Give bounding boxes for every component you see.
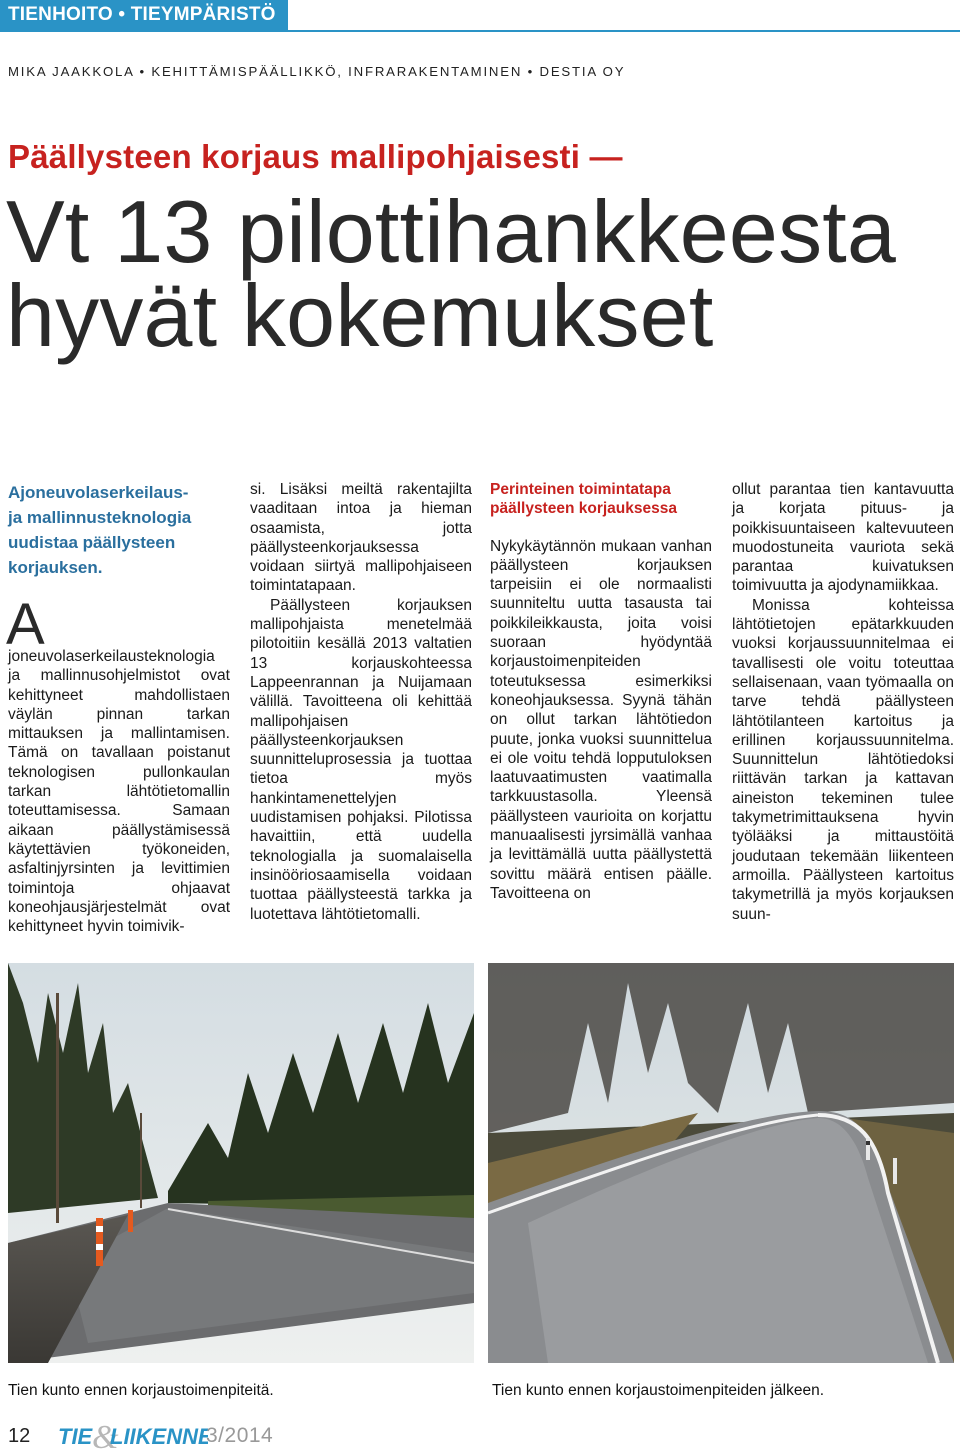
body-paragraph — [6, 592, 230, 936]
body-paragraph: Päällysteen korjauksen mallipohjaista menetelmää pilotoitiin kesällä 2013 valtatien 13 korjauskohteessa Lappeenrannan ja Nuijamaan välillä. Tavoitteena oli kehittää mallipohjaisen päällysteenkorjauksen suunnitteluprosessia ja tuottaa tietoa myös hankintamenettelyjen uudistamisen pohjaksi. Pilotissa havaittiin, että uudella teknologialla ja suomalaisella insinööriosaamisella voidaan tuottaa päällysteestä tarkka ja luotettava lähtötietomalli. — [250, 596, 472, 923]
article-kicker: Päällysteen korjaus mallipohjaisesti — — [8, 138, 623, 175]
column-4 — [732, 480, 954, 924]
photo-caption-before: Tien kunto ennen korjaustoimenpiteitä. — [8, 1382, 274, 1399]
body-paragraph: Monissa kohteissa lähtötietojen epätarkkuuden vuoksi korjaussuunnitelmaa ei tavallisesti ole voitu toteuttaa sellaisenaan, vaan työmaalla on tarve tehdä päällysteen lähtötilanteen kartoitus ja erillinen korjaussuunnitelma. Suunnittelun lähtötiedoksi riittävän tarkan ja kattavan aineiston tekeminen tulee takymetrimittauksena hyvin työlääksi ja mittaustöitä joudutaan tekemään liikenteen armoilla. Päällysteen kartoitus takymetrillä ja myös korjauksen suun- — [732, 596, 954, 923]
lead-line-4: korjauksen. — [8, 558, 103, 577]
column-2 — [250, 480, 472, 924]
photo-road-after — [488, 963, 954, 1363]
issue-number: 3/2014 — [206, 1424, 274, 1447]
lead-line-2: ja mallinnusteknologia — [8, 508, 192, 527]
page-footer — [0, 1418, 960, 1452]
subheading-line-1: Perinteinen toimintatapa — [490, 481, 671, 498]
article-title — [6, 182, 946, 365]
section-tag: TIENHOITO • TIEYMPÄRISTÖ — [0, 0, 288, 30]
byline: MIKA JAAKKOLA • KEHITTÄMISPÄÄLLIKKÖ, INFRARAKENTAMINEN • DESTIA OY — [8, 64, 626, 79]
magazine-logo — [58, 1418, 208, 1452]
photo-road-before — [8, 963, 474, 1363]
subheading-line-2: päällysteen korjauksessa — [490, 500, 677, 518]
article-lead — [8, 480, 230, 580]
subheading — [490, 480, 712, 519]
dropcap: A — [6, 592, 45, 657]
article-title-line-2: hyvät kokemukset — [6, 266, 714, 365]
logo-text-liikenne: LIIKENNE — [110, 1424, 208, 1449]
body-paragraph: si. Lisäksi meiltä rakentajilta vaaditaan intoa ja hieman osaamista, jotta päällysteenkorjauksessa voidaan siirtyä mallipohjaiseen toimintatapaan. — [250, 481, 472, 595]
logo-text-tie: TIE — [58, 1424, 93, 1449]
body-paragraph: Nykykäytännön mukaan vanhan päällysteen korjauksen tarpeisiin ei ole normaalisti suunniteltu uutta tasausta tai poikkileikkausta, joita voisi suoraan hyödyntää korjaustoimenpiteiden toteutuksessa esimerkiksi koneohjauksessa. Syynä tähän on ollut tarkan lähtötiedon puute, jonka vuoksi suunnittelua ei ole voitu tehdä lopputuloksen laatuvaatimusten vaatimalla tarkkuustasolla. Yleensä päällysteen vaurioita on korjattu manuaalisesti jyrsimällä vanhaa ja levittämällä uutta päällystettä sovittu määrä entisen päälle. Tavoitteena on — [490, 537, 712, 902]
column-3 — [490, 480, 712, 903]
column-1 — [8, 480, 230, 936]
lead-line-3: uudistaa päällysteen — [8, 533, 176, 552]
body-paragraph: ollut parantaa tien kantavuutta ja korjata pituus- ja poikkisuuntaiseen kaltevuuteen muodostuneita vauriota sekä parantaa kuivatuksen toimivuutta ja ajodynamiikkaa. — [732, 481, 954, 595]
photo-caption-after: Tien kunto ennen korjaustoimenpiteiden jälkeen. — [492, 1382, 825, 1399]
body-text: joneuvolaserkeilausteknologia ja mallinnusohjelmistot ovat kehittyneet mahdollistaen väylän pinnan tarkan mittauksen ja mallintamisen. Tämä on tavallaan poistanut teknologisen pullonkaulan tarkan lähtötietomallin toteuttamisessa. Samaan aikaan päällystämisessä käytettävien työkoneiden, asfaltinjyrsinten ja levittimien toimintoja ohjaavat koneohjausjärjestelmät ovat kehittyneet hyvin toimivik- — [8, 648, 230, 936]
section-rule — [0, 30, 960, 32]
lead-line-1: Ajoneuvolaserkeilaus- — [8, 483, 189, 502]
page-number: 12 — [8, 1425, 31, 1447]
article-title-line-1: Vt 13 pilottihankkeesta — [6, 182, 897, 281]
logo-ampersand: & — [92, 1419, 119, 1452]
